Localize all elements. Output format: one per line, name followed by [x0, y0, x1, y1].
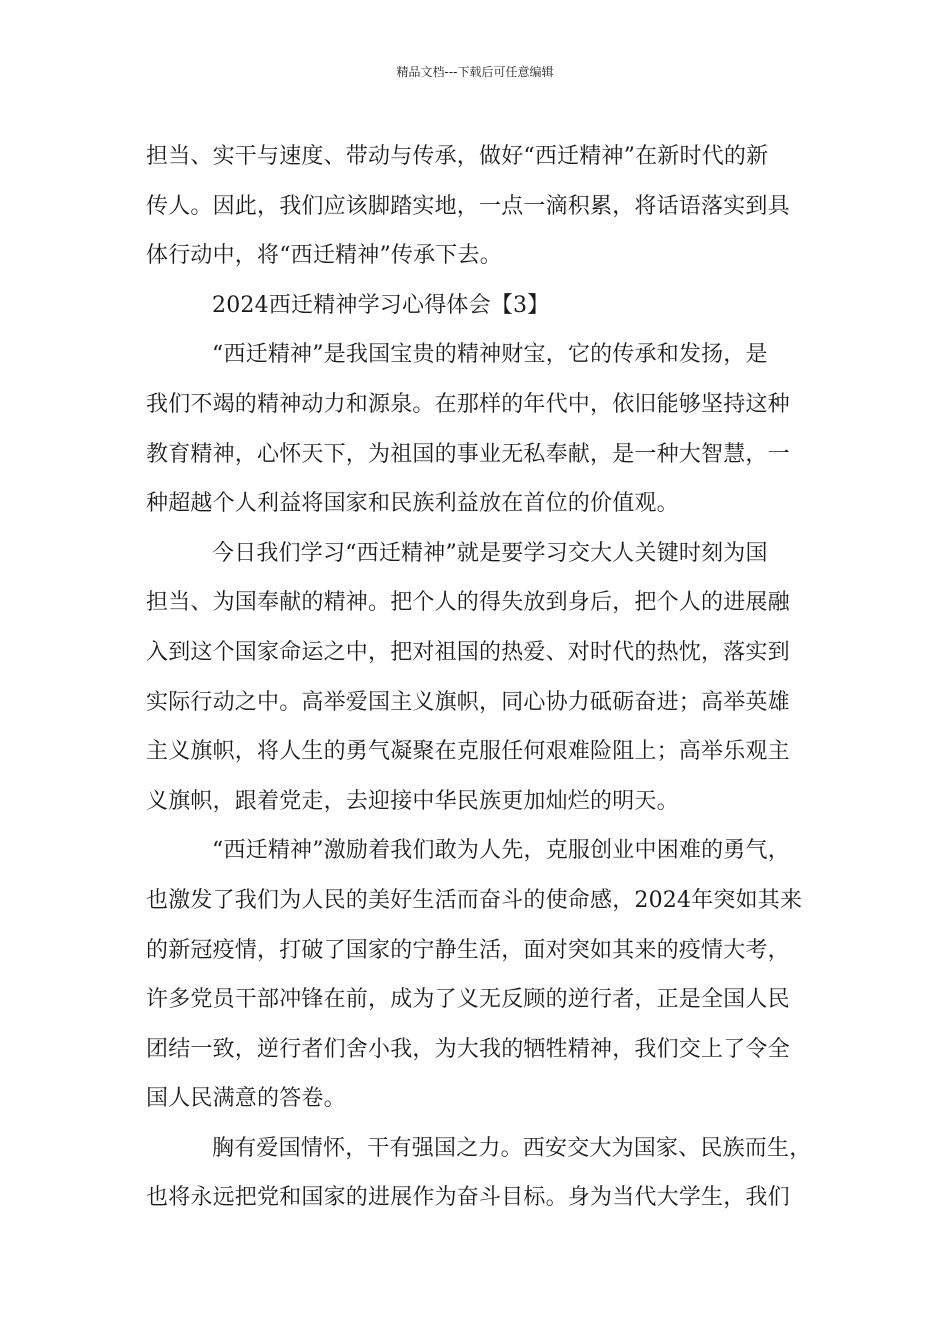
document-body: [146, 132, 830, 1223]
text-line: 的新冠疫情，打破了国家的宁静生活，面对突如其来的疫情大考，: [146, 937, 790, 963]
page-header: 精品文档---下载后可任意编辑: [396, 65, 554, 79]
text-line: 实际行动之中。高举爱国主义旗帜，同心协力砥砺奋进；高举英雄: [146, 689, 790, 715]
text-line: 也将永远把党和国家的进展作为奋斗目标。身为当代大学生，我们: [146, 1185, 790, 1211]
text-line: 国人民满意的答卷。: [146, 1086, 346, 1112]
paragraph-first-line: “西迁精神”激励着我们敢为人先，克服创业中困难的勇气，: [212, 838, 790, 864]
text-line: 也激发了我们为人民的美好生活而奋斗的使命感，2024年突如其来: [146, 887, 803, 913]
text-line: 体行动中，将“西迁精神”传承下去。: [146, 243, 502, 269]
text-line: 入到这个国家命运之中，把对祖国的热爱、对时代的热忱，落实到: [146, 639, 790, 665]
text-line: 教育精神，心怀天下，为祖国的事业无私奉献，是一种大智慧，一: [146, 441, 790, 467]
text-line: 义旗帜，跟着党走，去迎接中华民族更加灿烂的明天。: [146, 788, 679, 814]
text-line: 主义旗帜，将人生的勇气凝聚在克服任何艰难险阻上；高举乐观主: [146, 739, 790, 765]
text-line: 担当、实干与速度、带动与传承，做好“西迁精神”在新时代的新: [146, 144, 769, 169]
text-line: 许多党员干部冲锋在前，成为了义无反顾的逆行者，正是全国人民: [146, 987, 790, 1013]
text-line: 传人。因此，我们应该脚踏实地，一点一滴积累，将话语落实到具: [146, 193, 790, 219]
paragraph-first-line: 胸有爱国情怀，干有强国之力。西安交大为国家、民族而生，: [212, 1135, 812, 1161]
text-line: 我们不竭的精神动力和源泉。在那样的年代中，依旧能够坚持这种: [146, 391, 790, 417]
text-line: 团结一致，逆行者们舍小我，为大我的牺牲精神，我们交上了令全: [146, 1036, 790, 1062]
paragraph-first-line: “西迁精神”是我国宝贵的精神财宝，它的传承和发扬，是: [212, 342, 768, 368]
paragraph-first-line: 今日我们学习“西迁精神”就是要学习交大人关键时刻为国: [212, 540, 768, 566]
section-heading: 2024西迁精神学习心得体会【3】: [212, 292, 550, 318]
text-line: 担当、为国奉献的精神。把个人的得失放到身后，把个人的进展融: [146, 590, 790, 616]
text-line: 种超越个人利益将国家和民族利益放在首位的价值观。: [146, 491, 679, 517]
